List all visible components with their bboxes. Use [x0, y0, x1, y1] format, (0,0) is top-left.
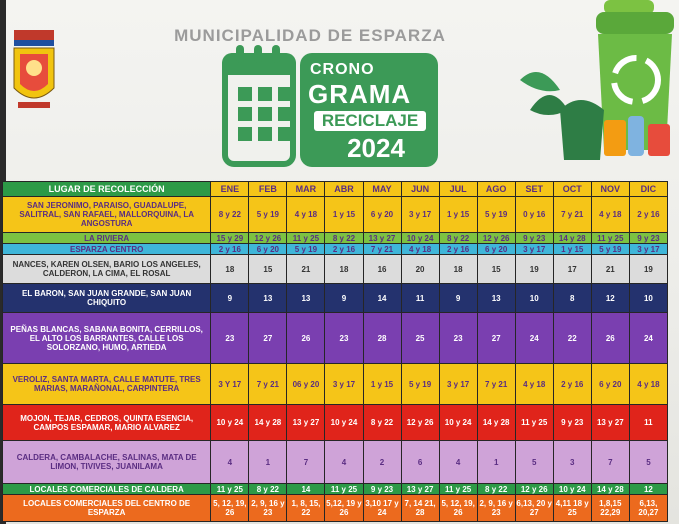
date-cell: 9: [439, 284, 477, 313]
date-cell: 5: [629, 441, 667, 484]
date-cell: 13 y 27: [287, 405, 325, 441]
date-cell: 5,12, 19 y 26: [325, 495, 363, 522]
date-cell: 1 y 15: [439, 197, 477, 233]
date-cell: 6,13, 20,27: [629, 495, 667, 522]
place-cell: LOCALES COMERCIALES DE CALDERA: [3, 484, 211, 495]
date-cell: 4: [211, 441, 249, 484]
month-header: JUL: [439, 182, 477, 197]
place-cell: EL BARON, SAN JUAN GRANDE, SAN JUAN CHIQUITO: [3, 284, 211, 313]
date-cell: 9 y 23: [629, 233, 667, 244]
date-cell: 3 Y 17: [211, 364, 249, 405]
month-header: ABR: [325, 182, 363, 197]
date-cell: 19: [629, 255, 667, 284]
logo-year: 2024: [347, 133, 405, 163]
date-cell: 14 y 28: [553, 233, 591, 244]
month-header: JUN: [401, 182, 439, 197]
table-row: [3, 364, 668, 405]
collection-schedule-table: [2, 181, 668, 522]
place-cell: ESPARZA CENTRO: [3, 244, 211, 255]
table-row: [3, 197, 668, 233]
date-cell: 6,13, 20 y 27: [515, 495, 553, 522]
place-cell: NANCES, KAREN OLSEN, BARIO LOS ANGELES, CALDERON, LA CIMA, EL ROSAL: [3, 255, 211, 284]
date-cell: 7: [287, 441, 325, 484]
month-header: AGO: [477, 182, 515, 197]
date-cell: 3,10 17 y 24: [363, 495, 401, 522]
place-cell: LA RIVIERA: [3, 233, 211, 244]
date-cell: 3: [553, 441, 591, 484]
date-cell: 2 y 16: [325, 244, 363, 255]
date-cell: 5, 12, 19, 26: [211, 495, 249, 522]
date-cell: 0 y 16: [515, 197, 553, 233]
date-cell: 3 y 17: [439, 364, 477, 405]
date-cell: 11: [401, 284, 439, 313]
date-cell: 14 y 28: [477, 405, 515, 441]
date-cell: 10 y 24: [553, 484, 591, 495]
date-cell: 18: [325, 255, 363, 284]
date-cell: 10: [515, 284, 553, 313]
date-cell: 4 y 18: [401, 244, 439, 255]
date-cell: 18: [211, 255, 249, 284]
date-cell: 11 y 25: [287, 233, 325, 244]
table-row: [3, 484, 668, 495]
date-cell: 20: [401, 255, 439, 284]
date-cell: 5 y 19: [287, 244, 325, 255]
date-cell: 13 y 27: [363, 233, 401, 244]
month-header: MAY: [363, 182, 401, 197]
date-cell: 4: [439, 441, 477, 484]
month-header: NOV: [591, 182, 629, 197]
logo-line-1: CRONO: [310, 61, 375, 78]
place-cell: SAN JERONIMO, PARAISO, GUADALUPE, SALITRAL, SAN RAFAEL, MALLORQUINA, LA ANGOSTURA: [3, 197, 211, 233]
place-cell: VEROLIZ, SANTA MARTA, CALLE MATUTE, TRES MARIAS, MARAÑONAL, CARPINTERA: [3, 364, 211, 405]
date-cell: 8 y 22: [325, 233, 363, 244]
date-cell: 10 y 24: [211, 405, 249, 441]
date-cell: 9 y 23: [553, 405, 591, 441]
date-cell: 2, 9, 16 y 23: [249, 495, 287, 522]
date-cell: 12 y 26: [477, 233, 515, 244]
date-cell: 15: [249, 255, 287, 284]
date-cell: 13: [477, 284, 515, 313]
place-column-header: LUGAR DE RECOLECCIÓN: [3, 182, 211, 197]
date-cell: 1 y 15: [325, 197, 363, 233]
date-cell: 2: [363, 441, 401, 484]
month-header: OCT: [553, 182, 591, 197]
table-row: [3, 244, 668, 255]
date-cell: 24: [629, 313, 667, 364]
date-cell: 1, 8, 15, 22: [287, 495, 325, 522]
month-header: FEB: [249, 182, 287, 197]
date-cell: 5: [515, 441, 553, 484]
date-cell: 12 y 26: [249, 233, 287, 244]
date-cell: 7, 14 21, 28: [401, 495, 439, 522]
date-cell: 1 y 15: [363, 364, 401, 405]
month-header: MAR: [287, 182, 325, 197]
date-cell: 14 y 28: [591, 484, 629, 495]
date-cell: 4 y 18: [629, 364, 667, 405]
date-cell: 15 y 29: [211, 233, 249, 244]
date-cell: 8 y 22: [211, 197, 249, 233]
date-cell: 12: [629, 484, 667, 495]
date-cell: 10 y 24: [439, 405, 477, 441]
date-cell: 11 y 25: [515, 405, 553, 441]
date-cell: 1,8,15 22,29: [591, 495, 629, 522]
date-cell: 13: [249, 284, 287, 313]
place-cell: LOCALES COMERCIALES DEL CENTRO DE ESPARZA: [3, 495, 211, 522]
date-cell: 23: [325, 313, 363, 364]
month-header: DIC: [629, 182, 667, 197]
date-cell: 7 y 21: [363, 244, 401, 255]
date-cell: 5 y 19: [477, 197, 515, 233]
date-cell: 4 y 18: [591, 197, 629, 233]
recycling-bin-icon: [520, 0, 679, 170]
date-cell: 2 y 16: [553, 364, 591, 405]
date-cell: 06 y 20: [287, 364, 325, 405]
date-cell: 3 y 17: [629, 244, 667, 255]
date-cell: 2, 9, 16 y 23: [477, 495, 515, 522]
date-cell: 10 y 24: [401, 233, 439, 244]
date-cell: 24: [515, 313, 553, 364]
calendar-icon: [222, 53, 296, 167]
date-cell: 15: [477, 255, 515, 284]
date-cell: 14: [363, 284, 401, 313]
date-cell: 7 y 21: [553, 197, 591, 233]
date-cell: 13 y 27: [401, 484, 439, 495]
date-cell: 26: [287, 313, 325, 364]
date-cell: 27: [477, 313, 515, 364]
date-cell: 1: [477, 441, 515, 484]
date-cell: 13: [287, 284, 325, 313]
table-row: [3, 405, 668, 441]
date-cell: 18: [439, 255, 477, 284]
date-cell: 16: [363, 255, 401, 284]
date-cell: 6 y 20: [363, 197, 401, 233]
table-row: [3, 313, 668, 364]
date-cell: 7 y 21: [249, 364, 287, 405]
date-cell: 14: [287, 484, 325, 495]
date-cell: 7 y 21: [477, 364, 515, 405]
date-cell: 8 y 22: [363, 405, 401, 441]
date-cell: 22: [553, 313, 591, 364]
date-cell: 25: [401, 313, 439, 364]
date-cell: 3 y 17: [401, 197, 439, 233]
date-cell: 1: [249, 441, 287, 484]
date-cell: 12: [591, 284, 629, 313]
date-cell: 27: [249, 313, 287, 364]
date-cell: 2 y 16: [439, 244, 477, 255]
municipal-crest-icon: [8, 28, 60, 116]
date-cell: 11: [629, 405, 667, 441]
table-row: [3, 284, 668, 313]
date-cell: 11 y 25: [325, 484, 363, 495]
date-cell: 13 y 27: [591, 405, 629, 441]
date-cell: 19: [515, 255, 553, 284]
date-cell: 28: [363, 313, 401, 364]
table-row: [3, 441, 668, 484]
date-cell: 4,11 18 y 25: [553, 495, 591, 522]
date-cell: 26: [591, 313, 629, 364]
date-cell: 4 y 18: [287, 197, 325, 233]
date-cell: 21: [287, 255, 325, 284]
date-cell: 8 y 22: [439, 233, 477, 244]
date-cell: 12 y 26: [401, 405, 439, 441]
date-cell: 4 y 18: [515, 364, 553, 405]
cronograma-logo: [222, 45, 438, 173]
date-cell: 11 y 25: [591, 233, 629, 244]
date-cell: 8 y 22: [477, 484, 515, 495]
place-cell: CALDERA, CAMBALACHE, SALINAS, MATA DE LIMON, TIVIVES, JUANILAMA: [3, 441, 211, 484]
logo-line-2: GRAMA: [308, 79, 412, 109]
date-cell: 5 y 19: [249, 197, 287, 233]
table-header-row: [3, 182, 668, 197]
date-cell: 9 y 23: [363, 484, 401, 495]
date-cell: 9: [325, 284, 363, 313]
date-cell: 11 y 25: [439, 484, 477, 495]
date-cell: 6 y 20: [477, 244, 515, 255]
date-cell: 1 y 15: [553, 244, 591, 255]
date-cell: 21: [591, 255, 629, 284]
logo-line-3: RECICLAJE: [314, 111, 426, 131]
date-cell: 6: [401, 441, 439, 484]
date-cell: 7: [591, 441, 629, 484]
table-row: [3, 233, 668, 244]
place-cell: MOJON, TEJAR, CEDROS, QUINTA ESENCIA, CAMPOS ESPAMAR, MARIO ALVAREZ: [3, 405, 211, 441]
month-header: ENE: [211, 182, 249, 197]
municipality-title: MUNICIPALIDAD DE ESPARZA: [174, 26, 446, 45]
table-row: [3, 495, 668, 522]
month-header: SET: [515, 182, 553, 197]
date-cell: 6 y 20: [591, 364, 629, 405]
date-cell: 14 y 28: [249, 405, 287, 441]
date-cell: 3 y 17: [325, 364, 363, 405]
date-cell: 9: [211, 284, 249, 313]
table-row: [3, 255, 668, 284]
date-cell: 9 y 23: [515, 233, 553, 244]
date-cell: 5, 12, 19, 26: [439, 495, 477, 522]
date-cell: 6 y 20: [249, 244, 287, 255]
date-cell: 11 y 25: [211, 484, 249, 495]
date-cell: 5 y 19: [591, 244, 629, 255]
place-cell: PEÑAS BLANCAS, SABANA BONITA, CERRILLOS, EL ALTO LOS BARRANTES, CALLE LOS SOLORZANO, HUMO, ARTIEDA: [3, 313, 211, 364]
date-cell: 8: [553, 284, 591, 313]
date-cell: 10 y 24: [325, 405, 363, 441]
date-cell: 23: [211, 313, 249, 364]
date-cell: 4: [325, 441, 363, 484]
date-cell: 12 y 26: [515, 484, 553, 495]
date-cell: 8 y 22: [249, 484, 287, 495]
date-cell: 5 y 19: [401, 364, 439, 405]
date-cell: 2 y 16: [211, 244, 249, 255]
date-cell: 2 y 16: [629, 197, 667, 233]
date-cell: 10: [629, 284, 667, 313]
date-cell: 23: [439, 313, 477, 364]
date-cell: 17: [553, 255, 591, 284]
date-cell: 3 y 17: [515, 244, 553, 255]
